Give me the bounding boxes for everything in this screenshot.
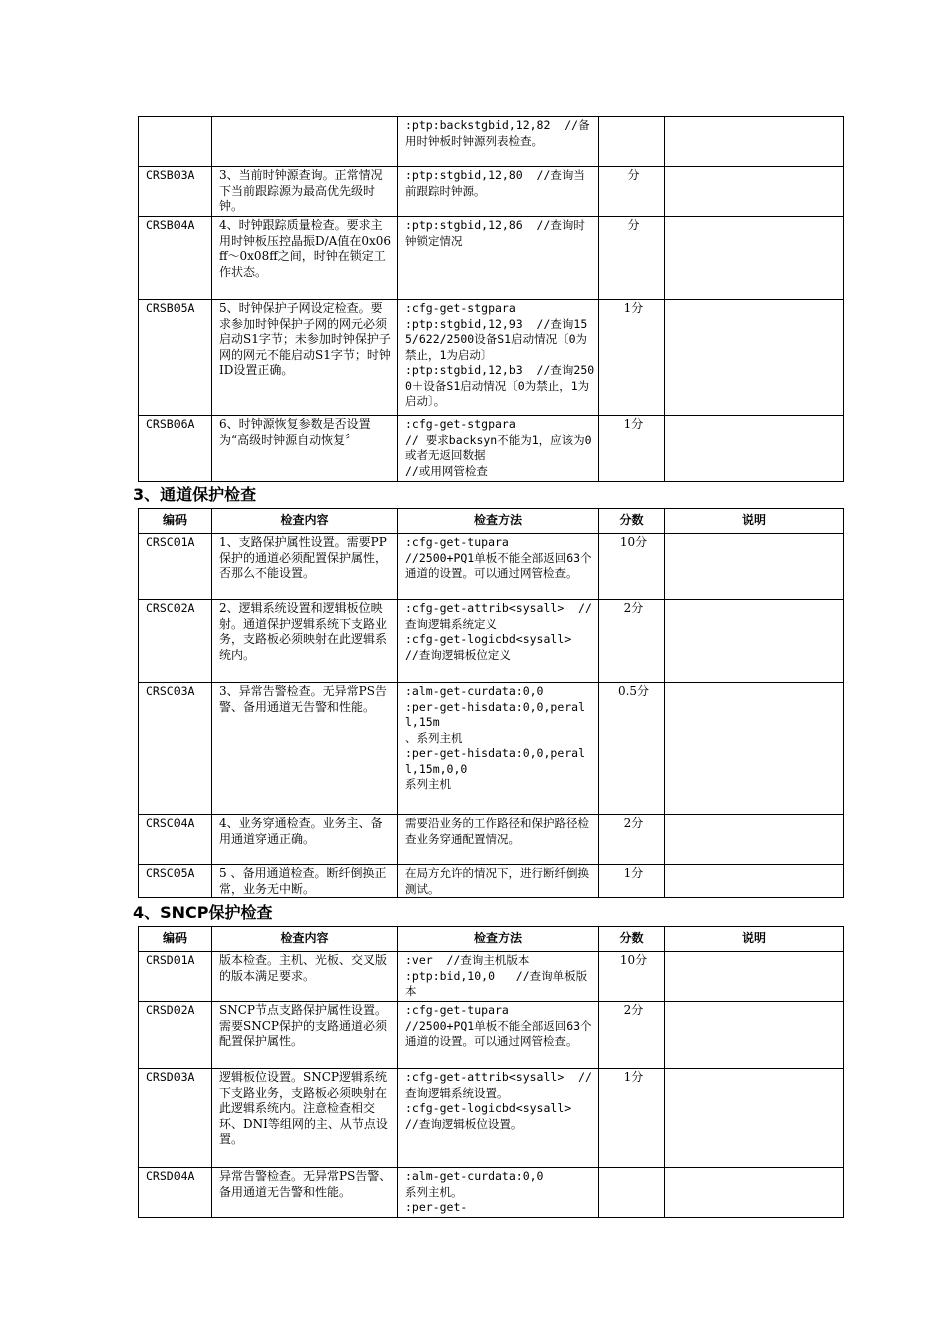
row-code: CRSC02A xyxy=(139,600,212,683)
row-score: 分 xyxy=(599,217,665,300)
row-score: 分 xyxy=(599,167,665,217)
table-row xyxy=(139,1002,844,1069)
row-code: CRSC05A xyxy=(139,865,212,898)
row-method: :alm-get-curdata:0,0 :per-get-hisdata:0,0,perall,15m 、系列主机 :per-get-hisdata:0,0,perall,15m,0,0 系列主机 xyxy=(398,683,599,815)
row-code xyxy=(139,117,212,167)
row-note xyxy=(665,117,844,167)
row-score: 10分 xyxy=(599,534,665,600)
row-score: 1分 xyxy=(599,300,665,416)
row-note xyxy=(665,167,844,217)
row-score xyxy=(599,117,665,167)
row-score: 0.5分 xyxy=(599,683,665,815)
row-method: :cfg-get-attrib<sysall> //查询逻辑系统设置。 :cfg-get-logicbd<sysall> //查询逻辑板位设置。 xyxy=(398,1069,599,1168)
table-row xyxy=(139,117,844,167)
row-content: 5、时钟保护子网设定检查。要求参加时钟保护子网的网元必须启动S1字节；未参加时钟保护子网的网元不能启动S1字节；时钟ID设置正确。 xyxy=(212,300,398,416)
row-score: 2分 xyxy=(599,815,665,865)
table-row xyxy=(139,167,844,217)
row-method: 需要沿业务的工作路径和保护路径检查业务穿通配置情况。 xyxy=(398,815,599,865)
row-score: 2分 xyxy=(599,1002,665,1069)
row-content: 4、业务穿通检查。业务主、备用通道穿通正确。 xyxy=(212,815,398,865)
row-score: 1分 xyxy=(599,416,665,482)
row-note xyxy=(665,865,844,898)
row-score xyxy=(599,1168,665,1218)
header-content: 检查内容 xyxy=(212,927,398,952)
row-method: :ver //查询主机版本 :ptp:bid,10,0 //查询单板版本 xyxy=(398,952,599,1002)
row-note xyxy=(665,1069,844,1168)
row-code: CRSB06A xyxy=(139,416,212,482)
row-note xyxy=(665,534,844,600)
row-method: :ptp:stgbid,12,86 //查询时钟锁定情况 xyxy=(398,217,599,300)
row-score: 2分 xyxy=(599,600,665,683)
table-row xyxy=(139,600,844,683)
row-content: 逻辑板位设置。SNCP逻辑系统下支路业务，支路板必须映射在此逻辑系统内。注意检查相交环、DNI等组网的主、从节点设置。 xyxy=(212,1069,398,1168)
section-title-channel-protection: 3、通道保护检查 xyxy=(133,485,257,504)
row-method: :cfg-get-attrib<sysall> //查询逻辑系统定义 :cfg-get-logicbd<sysall> //查询逻辑板位定义 xyxy=(398,600,599,683)
row-method: :cfg-get-stgpara // 要求backsyn不能为1，应该为0或者无返回数据 //或用网管检查 xyxy=(398,416,599,482)
row-content: 3、当前时钟源查询。正常情况下当前跟踪源为最高优先级时钟。 xyxy=(212,167,398,217)
row-code: CRSD03A xyxy=(139,1069,212,1168)
table-row xyxy=(139,815,844,865)
table-channel-protection xyxy=(138,508,844,898)
row-code: CRSD02A xyxy=(139,1002,212,1069)
row-content: 1、支路保护属性设置。需要PP保护的通道必须配置保护属性，否那么不能设置。 xyxy=(212,534,398,600)
row-note xyxy=(665,300,844,416)
row-code: CRSD04A xyxy=(139,1168,212,1218)
row-method: :cfg-get-stgpara :ptp:stgbid,12,93 //查询155/622/2500设备S1启动情况〔0为禁止，1为启动〕 :ptp:stgbid,12,b3 //查询2500＋设备S1启动情况〔0为禁止，1为启动〕。 xyxy=(398,300,599,416)
row-method: :ptp:stgbid,12,80 //查询当前跟踪时钟源。 xyxy=(398,167,599,217)
table-sncp-protection xyxy=(138,926,844,1218)
table-row xyxy=(139,865,844,898)
row-content: 2、逻辑系统设置和逻辑板位映射。通道保护逻辑系统下支路业务，支路板必须映射在此逻辑系统内。 xyxy=(212,600,398,683)
row-content: 5 、备用通道检查。断纤倒换正常，业务无中断。 xyxy=(212,865,398,898)
table-row xyxy=(139,300,844,416)
row-code: CRSB03A xyxy=(139,167,212,217)
row-note xyxy=(665,815,844,865)
table-row xyxy=(139,217,844,300)
header-note: 说明 xyxy=(665,927,844,952)
row-code: CRSB04A xyxy=(139,217,212,300)
row-content: 异常告警检查。无异常PS告警、备用通道无告警和性能。 xyxy=(212,1168,398,1218)
table-row xyxy=(139,683,844,815)
row-score: 1分 xyxy=(599,865,665,898)
row-score: 10分 xyxy=(599,952,665,1002)
section-title-sncp-protection: 4、SNCP保护检查 xyxy=(133,903,273,922)
row-note xyxy=(665,217,844,300)
header-score: 分数 xyxy=(599,927,665,952)
row-method: :cfg-get-tupara //2500+PQ1单板不能全部返回63个通道的设置。可以通过网管检查。 xyxy=(398,1002,599,1069)
header-method: 检查方法 xyxy=(398,509,599,534)
table-clock-check xyxy=(138,116,844,482)
row-note xyxy=(665,1168,844,1218)
row-code: CRSC04A xyxy=(139,815,212,865)
row-content: 版本检查。主机、光板、交叉版的版本满足要求。 xyxy=(212,952,398,1002)
table-row xyxy=(139,534,844,600)
row-code: CRSD01A xyxy=(139,952,212,1002)
row-content: 6、时钟源恢复参数是否设置为“高级时钟源自动恢复〞 xyxy=(212,416,398,482)
row-method: :cfg-get-tupara //2500+PQ1单板不能全部返回63个通道的设置。可以通过网管检查。 xyxy=(398,534,599,600)
row-note xyxy=(665,416,844,482)
header-code: 编码 xyxy=(139,509,212,534)
row-note xyxy=(665,683,844,815)
table-header-row xyxy=(139,509,844,534)
row-code: CRSC03A xyxy=(139,683,212,815)
header-code: 编码 xyxy=(139,927,212,952)
row-code: CRSC01A xyxy=(139,534,212,600)
row-method: :alm-get-curdata:0,0 系列主机。 :per-get- xyxy=(398,1168,599,1218)
table-row xyxy=(139,952,844,1002)
row-note xyxy=(665,600,844,683)
row-method: :ptp:backstgbid,12,82 //备用时钟板时钟源列表检查。 xyxy=(398,117,599,167)
row-content: 4、时钟跟踪质量检查。要求主用时钟板压控晶振D/A值在0x06ff～0x08ff之间，时钟在锁定工作状态。 xyxy=(212,217,398,300)
row-note xyxy=(665,952,844,1002)
header-method: 检查方法 xyxy=(398,927,599,952)
table-row xyxy=(139,1168,844,1218)
row-score: 1分 xyxy=(599,1069,665,1168)
row-code: CRSB05A xyxy=(139,300,212,416)
table-row xyxy=(139,416,844,482)
table-row xyxy=(139,1069,844,1168)
row-note xyxy=(665,1002,844,1069)
row-content: 3、异常告警检查。无异常PS告警、备用通道无告警和性能。 xyxy=(212,683,398,815)
header-score: 分数 xyxy=(599,509,665,534)
row-method: 在局方允许的情况下，进行断纤倒换测试。 xyxy=(398,865,599,898)
row-content xyxy=(212,117,398,167)
header-note: 说明 xyxy=(665,509,844,534)
row-content: SNCP节点支路保护属性设置。需要SNCP保护的支路通道必须配置保护属性。 xyxy=(212,1002,398,1069)
table-header-row xyxy=(139,927,844,952)
header-content: 检查内容 xyxy=(212,509,398,534)
